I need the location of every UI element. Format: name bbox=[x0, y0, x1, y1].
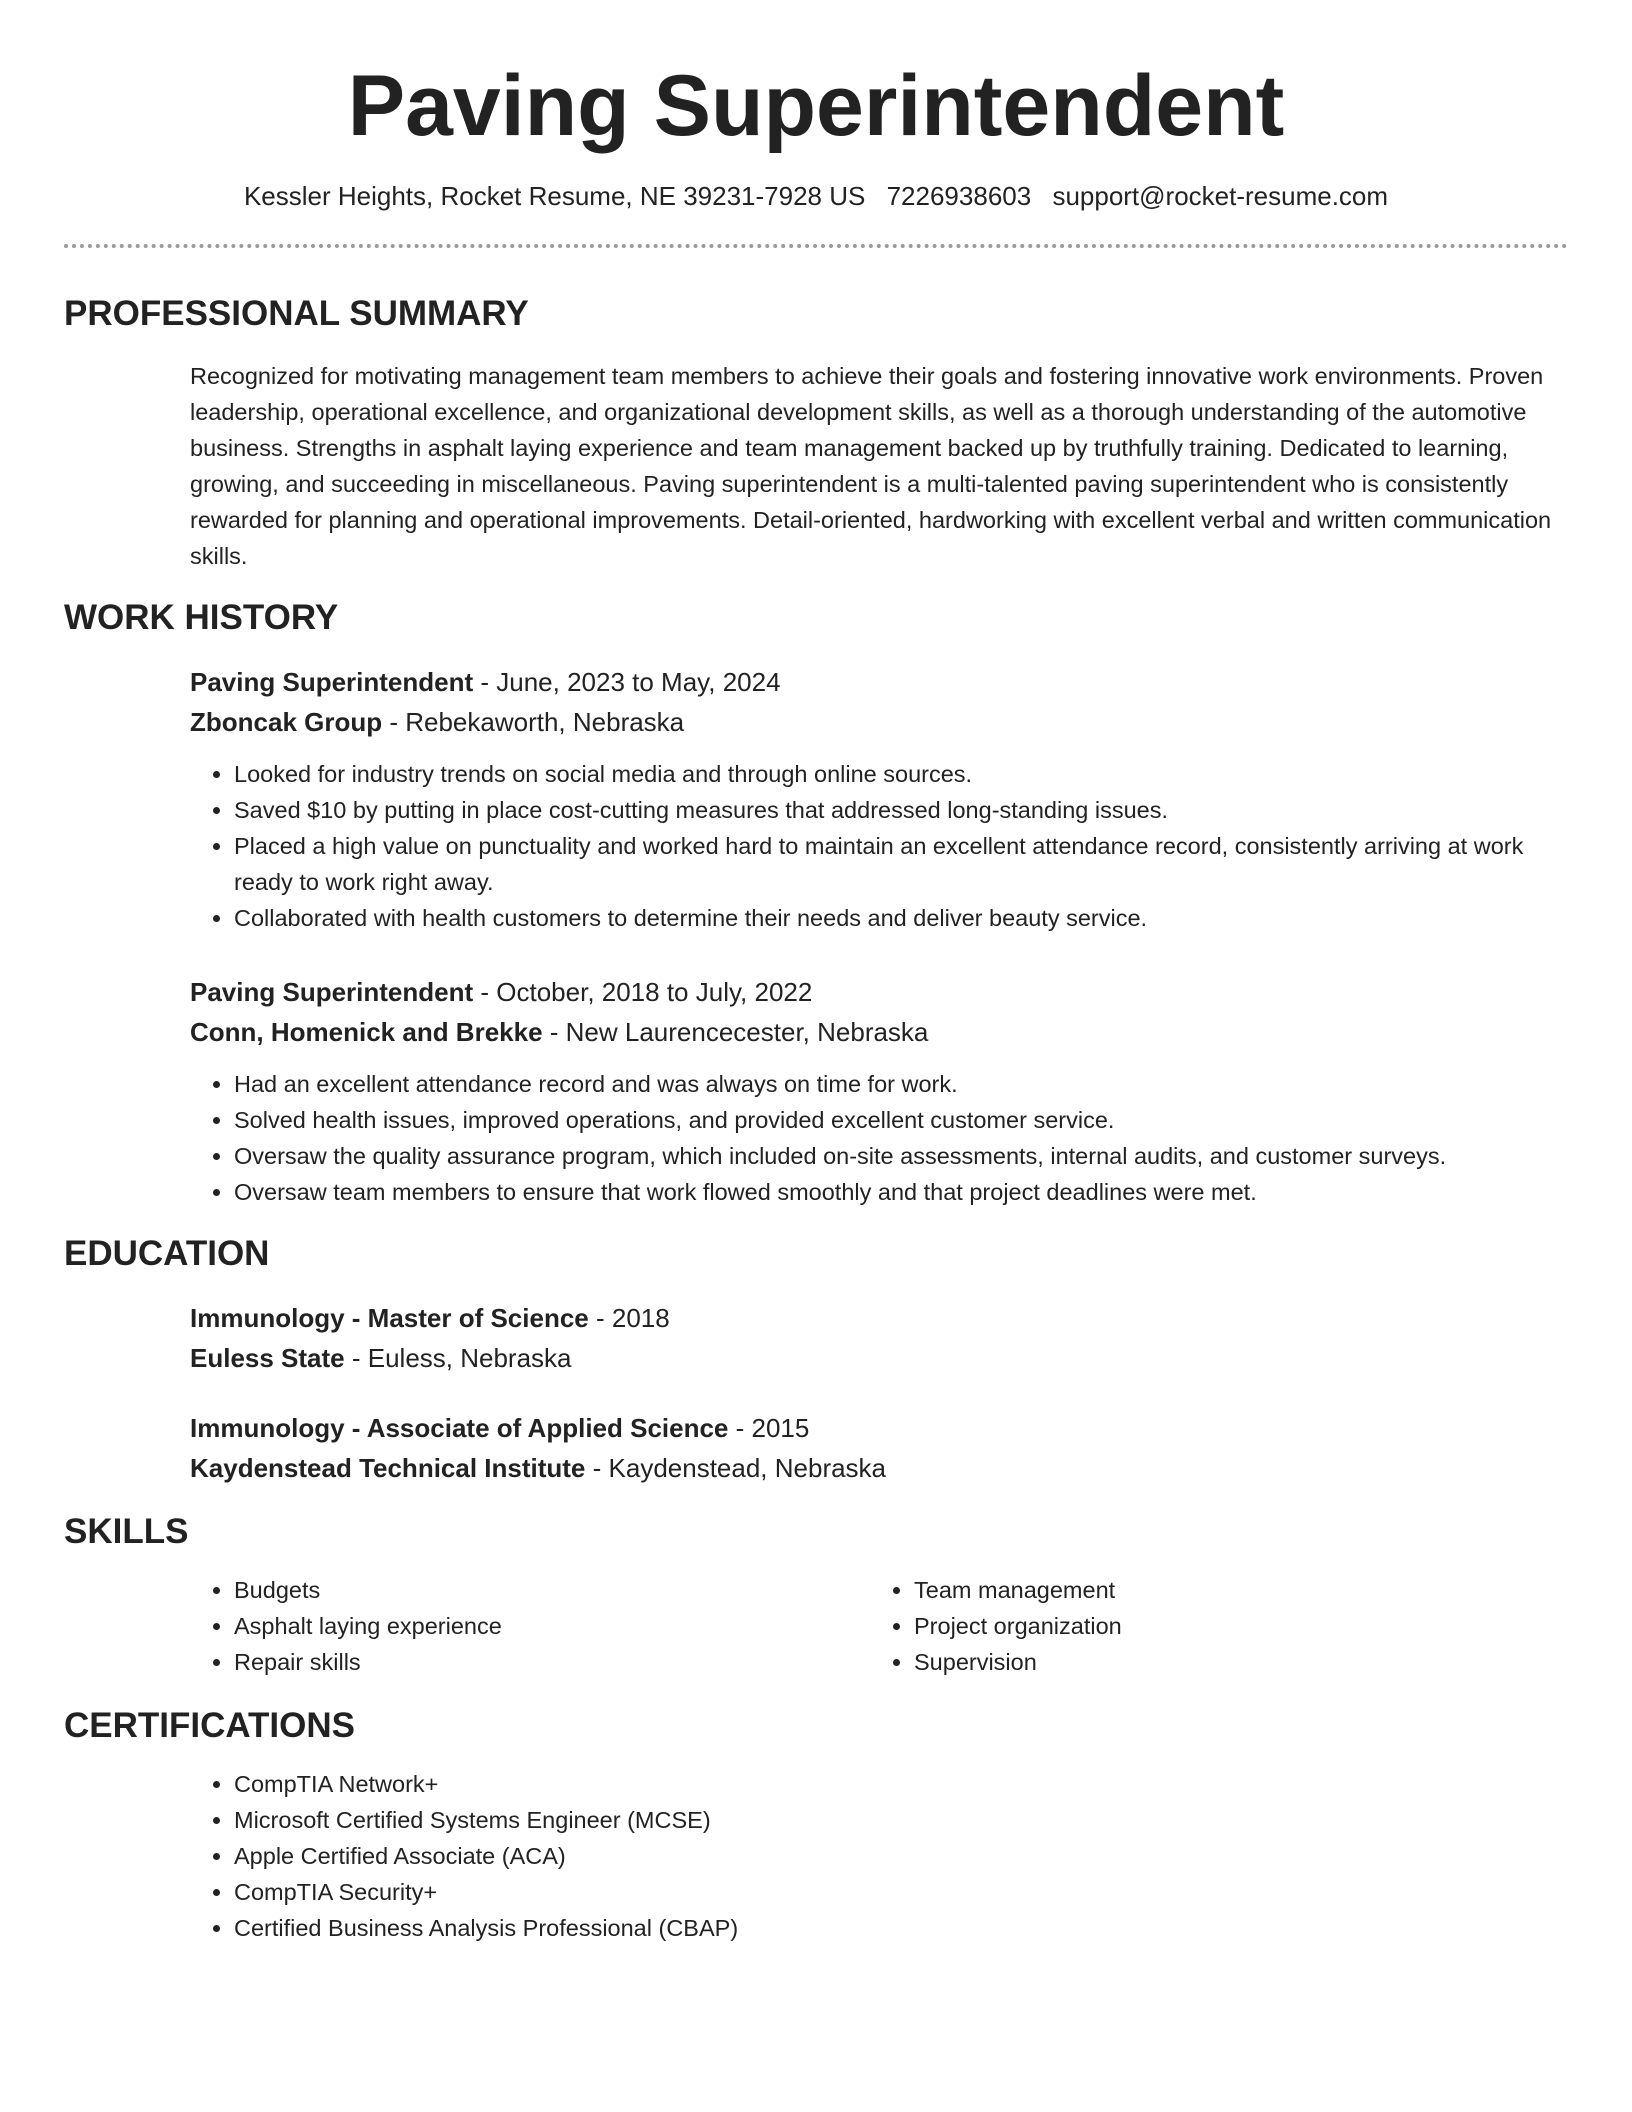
job-dates: - June, 2023 to May, 2024 bbox=[473, 667, 781, 697]
job-bullets bbox=[190, 1066, 1568, 1210]
job-company: Conn, Homenick and Brekke bbox=[190, 1017, 543, 1047]
summary-text: Recognized for motivating management team members to achieve their goals and fostering innovative work environments. Proven leadership, operational excellence, and organizational development skills, as well as a thorough understanding of the automotive business. Strengths in asphalt laying experience and team management backed up by truthfully training. Dedicated to learning, growing, and succeeding in miscellaneous. Paving superintendent is a multi-talented paving superintendent who is consistently rewarded for planning and operational improvements. Detail-oriented, hardworking with excellent verbal and written communication skills. bbox=[190, 363, 1552, 569]
job-bullets bbox=[190, 756, 1568, 936]
skill-item: • Project organization bbox=[914, 1608, 1550, 1644]
skill-item: • Asphalt laying experience bbox=[234, 1608, 870, 1644]
skill-item: • Team management bbox=[914, 1572, 1550, 1608]
contact-line bbox=[64, 178, 1568, 214]
education-degree: Immunology - Master of Science bbox=[190, 1303, 589, 1333]
education-school: Euless State bbox=[190, 1343, 345, 1373]
job-company-line bbox=[190, 702, 1568, 742]
job-title-line bbox=[190, 972, 1568, 1012]
job-bullet: • Oversaw team members to ensure that work flowed smoothly and that project deadlines were met. bbox=[234, 1174, 1568, 1210]
job-role: Paving Superintendent bbox=[190, 977, 474, 1007]
job-role: Paving Superintendent bbox=[190, 667, 474, 697]
education-entry bbox=[190, 1298, 1568, 1378]
job-company: Zboncak Group bbox=[190, 707, 383, 737]
job-title-line bbox=[190, 662, 1568, 702]
skill-item: • Budgets bbox=[234, 1572, 870, 1608]
skills-list-left bbox=[190, 1572, 870, 1680]
job-dates: - October, 2018 to July, 2022 bbox=[473, 977, 813, 1007]
certifications-heading: CERTIFICATIONS bbox=[64, 1706, 356, 1745]
job-entry bbox=[190, 972, 1568, 1210]
job-bullet: • Solved health issues, improved operations, and provided excellent customer service. bbox=[234, 1102, 1568, 1138]
education-location: - Euless, Nebraska bbox=[344, 1343, 572, 1373]
job-location: - Rebekaworth, Nebraska bbox=[382, 707, 685, 737]
education-degree-line bbox=[190, 1408, 1568, 1448]
certification-item: • Apple Certified Associate (ACA) bbox=[234, 1838, 1568, 1874]
education-school-line bbox=[190, 1448, 1568, 1488]
job-bullet: • Collaborated with health customers to determine their needs and deliver beauty service. bbox=[234, 900, 1568, 936]
header-divider bbox=[64, 244, 1568, 248]
skills-heading: SKILLS bbox=[64, 1512, 189, 1551]
contact-email: support@rocket-resume.com bbox=[1052, 181, 1389, 211]
summary-heading: PROFESSIONAL SUMMARY bbox=[64, 294, 529, 333]
work-history-heading: WORK HISTORY bbox=[64, 598, 339, 637]
resume-page bbox=[64, 0, 1568, 1946]
job-entry bbox=[190, 662, 1568, 936]
skills-columns bbox=[190, 1572, 1568, 1680]
education-degree-line bbox=[190, 1298, 1568, 1338]
certifications-list bbox=[190, 1766, 1568, 1946]
education-school: Kaydenstead Technical Institute bbox=[190, 1453, 586, 1483]
skills-list-right bbox=[870, 1572, 1550, 1680]
job-bullet: • Saved $10 by putting in place cost-cutting measures that addressed long-standing issues. bbox=[234, 792, 1568, 828]
job-bullet: • Oversaw the quality assurance program, which included on-site assessments, internal audits, and customer surveys. bbox=[234, 1138, 1568, 1174]
education-year: - 2018 bbox=[588, 1303, 670, 1333]
job-bullet: • Had an excellent attendance record and was always on time for work. bbox=[234, 1066, 1568, 1102]
contact-address: Kessler Heights, Rocket Resume, NE 39231-7928 US bbox=[243, 181, 866, 211]
education-entry bbox=[190, 1408, 1568, 1488]
job-company-line bbox=[190, 1012, 1568, 1052]
education-heading: EDUCATION bbox=[64, 1234, 270, 1273]
job-location: - New Laurencecester, Nebraska bbox=[542, 1017, 929, 1047]
certification-item: • Microsoft Certified Systems Engineer (MCSE) bbox=[234, 1802, 1568, 1838]
skill-item: • Repair skills bbox=[234, 1644, 870, 1680]
certification-item: • CompTIA Security+ bbox=[234, 1874, 1568, 1910]
education-school-line bbox=[190, 1338, 1568, 1378]
skill-item: • Supervision bbox=[914, 1644, 1550, 1680]
education-year: - 2015 bbox=[728, 1413, 810, 1443]
certification-item: • Certified Business Analysis Professional (CBAP) bbox=[234, 1910, 1568, 1946]
job-bullet: • Placed a high value on punctuality and worked hard to maintain an excellent attendance record, consistently arriving at work ready to work right away. bbox=[234, 828, 1568, 900]
education-degree: Immunology - Associate of Applied Science bbox=[190, 1413, 729, 1443]
contact-phone: 7226938603 bbox=[886, 181, 1032, 211]
job-bullet: • Looked for industry trends on social media and through online sources. bbox=[234, 756, 1568, 792]
education-location: - Kaydenstead, Nebraska bbox=[585, 1453, 887, 1483]
certification-item: • CompTIA Network+ bbox=[234, 1766, 1568, 1802]
resume-name: Paving Superintendent bbox=[347, 58, 1285, 154]
